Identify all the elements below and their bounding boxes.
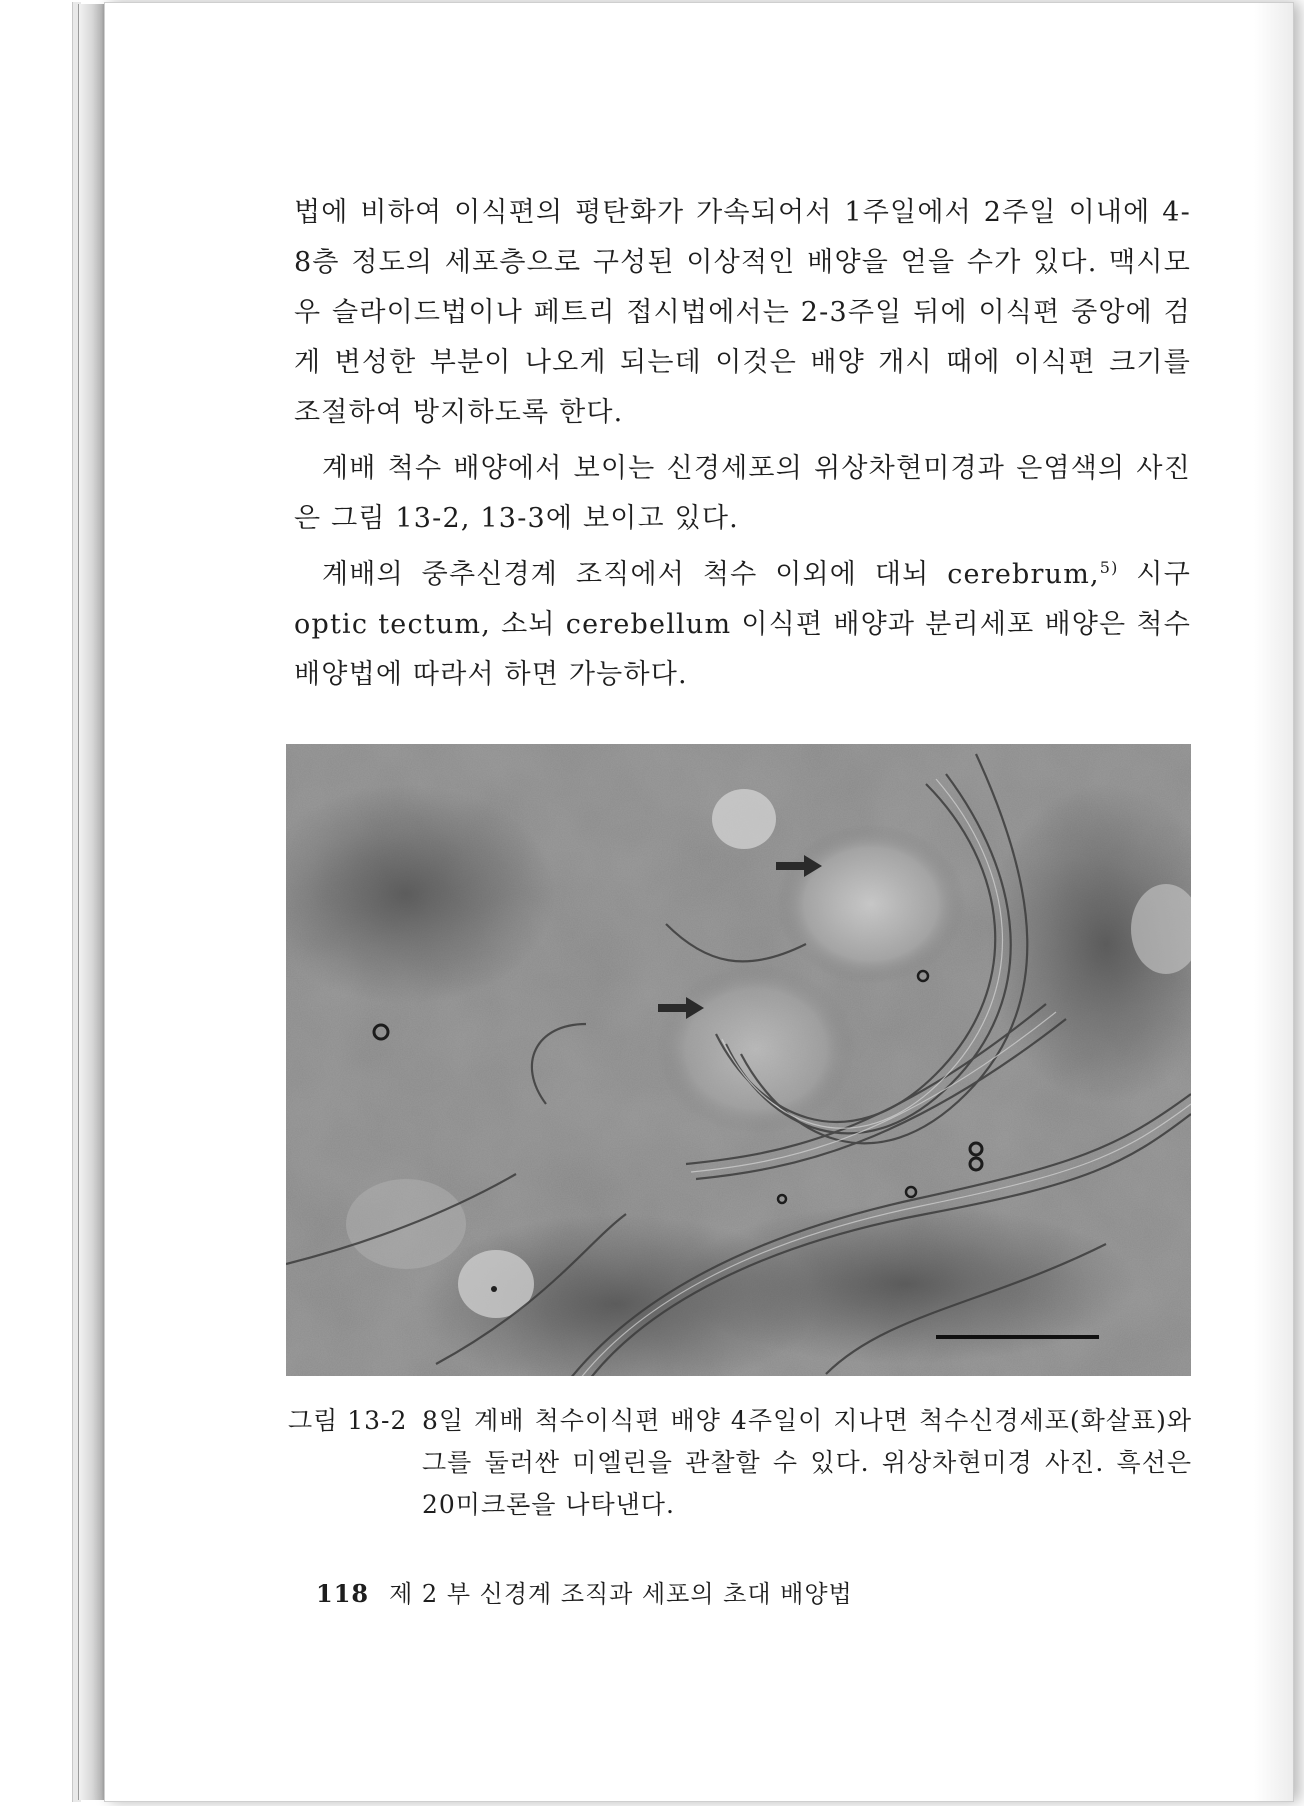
paragraph-3-text-start: 계배의 중추신경계 조직에서 척수 이외에 대뇌 cerebrum, [322, 559, 1100, 590]
page-number: 118 [316, 1579, 370, 1608]
page-footer [316, 1574, 853, 1609]
figure-label: 그림 13-2 [288, 1406, 408, 1435]
book-page [104, 2, 1294, 1802]
phase-contrast-micrograph [286, 744, 1191, 1376]
body-text [294, 188, 1191, 706]
paragraph-2: 계배 척수 배양에서 보이는 신경세포의 위상차현미경과 은염색의 사진은 그림 13-2, 13-3에 보이고 있다. [294, 453, 1191, 534]
neuron-cell-body [776, 824, 966, 984]
figure-caption-text: 8일 계배 척수이식편 배양 4주일이 지나면 척수신경세포(화살표)와 그를 둘러싼 미엘린을 관찰할 수 있다. 위상차현미경 사진. 흑선은 20미크론을 나타낸다. [422, 1406, 1192, 1519]
page-edge-shadow [1254, 2, 1294, 1802]
paragraph-3-text-end: 시구 optic tectum, 소뇌 cerebellum 이식편 배양과 분리세포 배양은 척수 배양법에 따라서 하면 가능하다. [294, 559, 1191, 690]
reference-superscript: 5) [1099, 558, 1119, 577]
scale-bar [936, 1335, 1099, 1339]
section-title: 제 2 부 신경계 조직과 세포의 초대 배양법 [389, 1580, 853, 1608]
figure-caption [288, 1400, 1192, 1526]
book-spine [78, 4, 107, 1800]
paragraph-1: 법에 비하여 이식편의 평탄화가 가속되어서 1주일에서 2주일 이내에 4-8층 정도의 세포층으로 구성된 이상적인 배양을 얻을 수가 있다. 맥시모우 슬라이드법이나 페트리 접시법에서는 2-3주일 뒤에 이식편 중앙에 검게 변성한 부분이 나오게 되는데 이것은 배양 개시 때에 이식편 크기를 조절하여 방지하도록 한다. [294, 197, 1191, 428]
bright-cell [712, 789, 776, 849]
paragraph-3 [294, 550, 1191, 700]
micrograph-figure [286, 744, 1191, 1376]
dark-region [676, 1204, 1136, 1364]
bright-cell [346, 1179, 466, 1269]
neuron-cell-body [656, 964, 856, 1134]
